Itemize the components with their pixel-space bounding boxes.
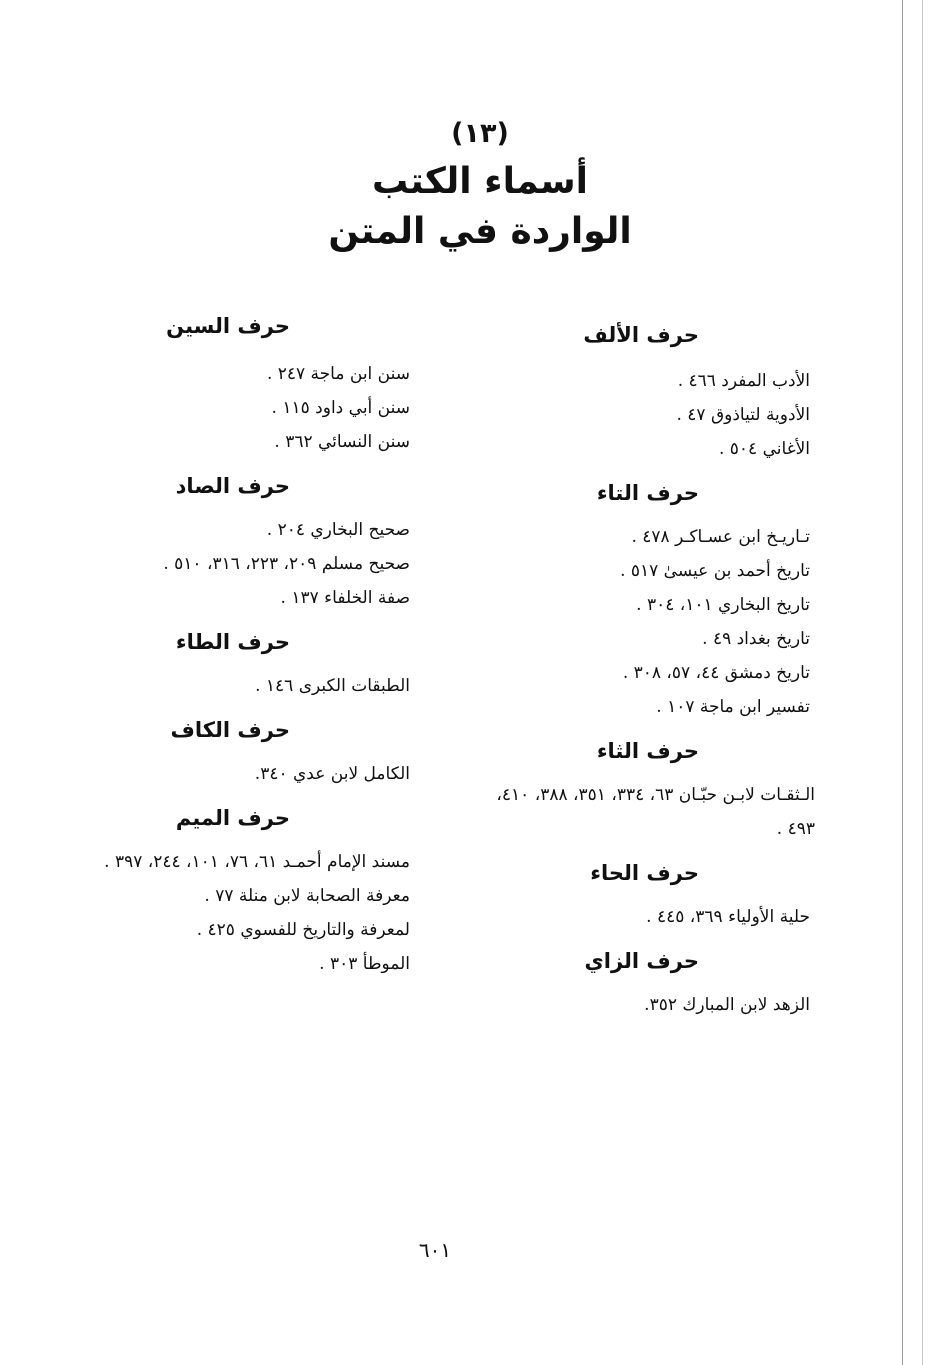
- section-heading: حرف الطاء: [175, 630, 290, 654]
- page-title-line-2: الواردة في المتن: [328, 211, 632, 252]
- index-entry: تـاريـخ ابن عسـاكـر ٤٧٨ .: [631, 527, 810, 547]
- index-entry: الزهد لابن المبارك ٣٥٢.: [644, 995, 810, 1015]
- section-heading: حرف الألف: [583, 323, 699, 347]
- index-entry: سنن النسائي ٣٦٢ .: [274, 432, 410, 452]
- index-entry: حلية الأولياء ٣٦٩، ٤٤٥ .: [646, 907, 810, 927]
- index-entry: سنن أبي داود ١١٥ .: [271, 398, 410, 418]
- section-heading: حرف الصاد: [175, 474, 290, 498]
- page-number: ٦٠١: [418, 1238, 452, 1262]
- section-heading: حرف السين: [166, 314, 290, 338]
- index-entry: لمعرفة والتاريخ للفسوي ٤٢٥ .: [196, 920, 410, 940]
- page-title-line-1: أسماء الكتب: [372, 161, 588, 202]
- section-heading: حرف الثاء: [596, 739, 699, 763]
- page-edge-line: [922, 0, 923, 1365]
- index-entry: صحيح مسلم ٢٠٩، ٢٢٣، ٣١٦، ٥١٠ .: [163, 554, 410, 574]
- index-entry: الـثقـات لابـن حبّـان ٦٣، ٣٣٤، ٣٥١، ٣٨٨، ٤١٠، ٤٩٣ .: [496, 785, 815, 839]
- index-entry: سنن ابن ماجة ٢٤٧ .: [266, 364, 410, 384]
- index-entry: صفة الخلفاء ١٣٧ .: [280, 588, 410, 608]
- page-header: [240, 118, 720, 257]
- section-heading: حرف الكاف: [170, 718, 290, 742]
- index-entry: تفسير ابن ماجة ١٠٧ .: [656, 697, 810, 717]
- index-entry: معرفة الصحابة لابن منلة ٧٧ .: [204, 886, 410, 906]
- section-heading: حرف الميم: [175, 806, 290, 830]
- index-entry: مسند الإمام أحمـد ٦١، ٧٦، ١٠١، ٢٤٤، ٣٩٧ .: [104, 852, 410, 872]
- section-heading: حرف التاء: [596, 481, 699, 505]
- index-entry: الكامل لابن عدي ٣٤٠.: [254, 764, 410, 784]
- index-column-right: [440, 320, 815, 1022]
- index-entry: تاريخ بغداد ٤٩ .: [702, 629, 810, 649]
- index-entry: الأدب المفرد ٤٦٦ .: [677, 371, 810, 391]
- index-entry: الموطأ ٣٠٣ .: [319, 954, 410, 974]
- index-entry: تاريخ أحمد بن عيسىٰ ٥١٧ .: [620, 561, 810, 581]
- index-entry: الطبقات الكبرى ١٤٦ .: [255, 676, 410, 696]
- section-heading: حرف الحاء: [590, 861, 699, 885]
- section-heading: حرف الزاي: [584, 949, 699, 973]
- index-entry: الأدوية لتياذوق ٤٧ .: [676, 405, 810, 425]
- index-column-left: [60, 311, 410, 981]
- index-entry: صحيح البخاري ٢٠٤ .: [266, 520, 410, 540]
- index-entry: تاريخ دمشق ٤٤، ٥٧، ٣٠٨ .: [622, 663, 810, 683]
- index-entry: الأغاني ٥٠٤ .: [718, 439, 810, 459]
- page-edge-line: [902, 0, 903, 1365]
- section-number: (١٣): [451, 118, 509, 149]
- index-entry: تاريخ البخاري ١٠١، ٣٠٤ .: [636, 595, 810, 615]
